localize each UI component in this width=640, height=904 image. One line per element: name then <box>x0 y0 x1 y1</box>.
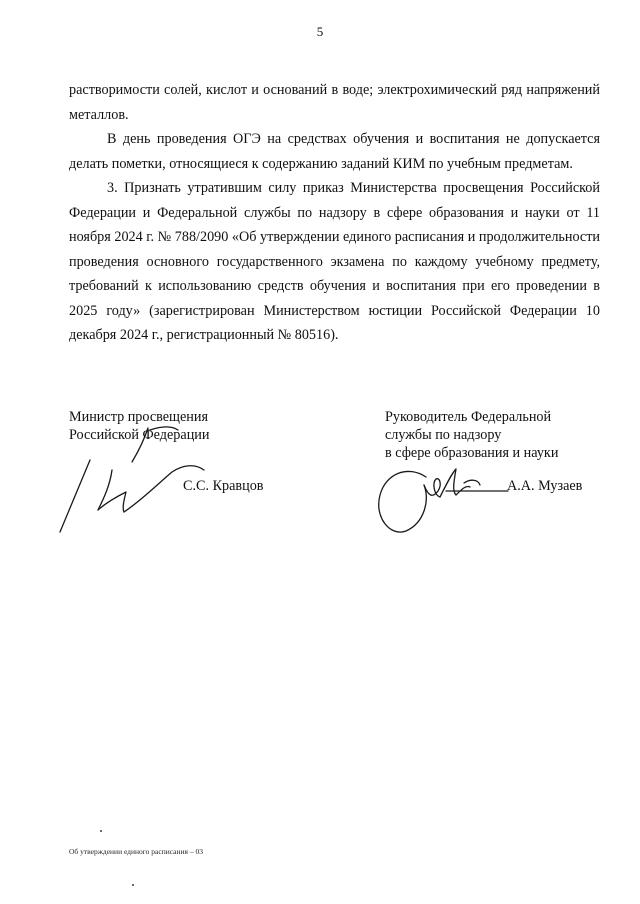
head-name: А.А. Музаев <box>507 478 583 494</box>
paragraph-oge-notes: В день проведения ОГЭ на средствах обучения и воспитания не допускается делать пометки, относящиеся к содержанию заданий КИМ по учебным предметам. <box>69 131 600 172</box>
minister-title-line1: Министр просвещения <box>69 409 208 425</box>
handwritten-signature-right <box>368 455 518 545</box>
head-title-line3: в сфере образования и науки <box>385 445 559 461</box>
page-number: 5 <box>316 24 324 39</box>
paragraph-repeal-order: 3. Признать утратившим силу приказ Министерства просвещения Российской Федерации и Федеральной службы по надзору в сфере образования и науки от 11 ноября 2024 г. № 788/2090 «Об утверждении единого расписания и продолжительности проведения основного государственного экзамена по каждому учебному предмету, требований к использованию средств обучения и воспитания при его проведении в 2025 году» (зарегистрирован Министерством юстиции Российской Федерации 10 декабря 2024 г., регистрационный № 80516). <box>69 180 600 343</box>
scan-speck <box>100 830 102 832</box>
scan-speck <box>132 884 134 886</box>
head-title-line1: Руководитель Федеральной <box>385 409 552 425</box>
minister-name: С.С. Кравцов <box>183 478 264 494</box>
handwritten-signature-left <box>52 420 212 540</box>
signature-block-rosobrnadzor <box>385 408 558 462</box>
head-title-line2: службы по надзору <box>385 427 502 443</box>
minister-title-line2: Российской Федерации <box>69 427 210 443</box>
paragraph-continuation: растворимости солей, кислот и оснований в воде; электрохимический ряд напряжений металлов. <box>69 82 600 123</box>
footer-document-ref: Об утверждении единого расписания – 03 <box>69 847 203 856</box>
